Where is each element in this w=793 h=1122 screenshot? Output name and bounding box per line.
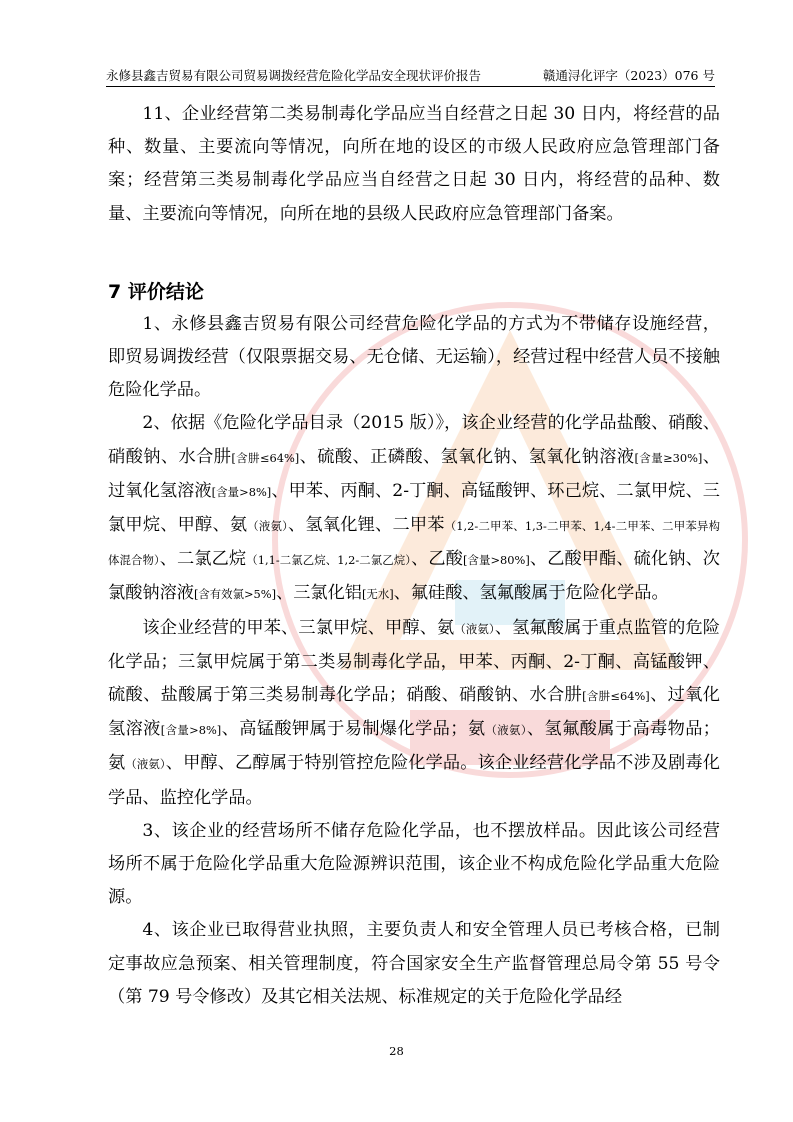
text-run: 、氟硅酸、氢氟酸属于危险化学品。	[393, 583, 669, 604]
text-run: 、过氧化氢溶液	[108, 446, 720, 501]
section-heading-evaluation-conclusion: 7 评价结论	[108, 280, 204, 303]
conclusion-paragraph-2	[108, 407, 720, 611]
text-run: 、氢氧化锂、二甲苯	[288, 515, 445, 536]
header-report-title: 永修县鑫吉贸易有限公司贸易调拨经营危险化学品安全现状评价报告	[106, 68, 482, 83]
annotation-run: [含有效氯>5%]	[193, 587, 277, 602]
page-header	[106, 66, 715, 84]
annotation-run: [含肼≤64%]	[582, 689, 650, 704]
text-run: 、二氯乙烷	[159, 549, 247, 570]
text-run: 、氢氟酸属于重点监管的危险化学品；三氯甲烷属于第二类易制毒化学品，甲苯、丙酮、2-丁酮、高锰酸钾、硫酸、盐酸属于第三类易制毒化学品；硝酸、硝酸钠、水合肼	[108, 617, 720, 706]
annotation-run: [含量>80%]	[462, 553, 530, 568]
document-body	[108, 98, 720, 1014]
text-run: 、高锰酸钾属于易制爆化学品；氨	[221, 719, 486, 740]
header-rule	[106, 86, 715, 87]
text-run: 、过氧化氢溶液	[108, 685, 720, 740]
annotation-run: （1,2-二甲苯、1,3-二甲苯、1,4-二甲苯、二甲苯异构体混合物）	[108, 519, 720, 568]
conclusion-paragraph-4: 4、该企业已取得营业执照，主要负责人和安全管理人员已考核合格，已制定事故应急预案、相关管理制度，符合国家安全生产监督管理总局令第 55 号令（第 79 号令修改）及其它相关法规、标准规定的关于危险化学品经	[108, 920, 720, 1007]
annotation-run: （1,1-二氯乙烷、1,2-二氯乙烷）	[246, 553, 412, 568]
text-run: 、硫酸、正磷酸、氢氧化钠、氢氧化钠溶液	[299, 446, 635, 467]
conclusion-paragraph-3: 3、该企业的经营场所不储存危险化学品，也不摆放样品。因此该公司经营场所不属于危险化学品重大危险源辨识范围，该企业不构成危险化学品重大危险源。	[108, 820, 720, 908]
annotation-run: [含量>8%]	[211, 484, 272, 499]
conclusion-paragraph-2-continued	[108, 612, 720, 815]
annotation-run: [无水]	[361, 587, 394, 602]
annotation-run: [含量≥30%]	[634, 450, 703, 465]
annotation-run: （液氨）	[125, 757, 166, 772]
text-run: 、甲苯、丙酮、2-丁酮、高锰酸钾、环己烷、二氯甲烷、三氯甲烷、甲醇、氨	[108, 480, 720, 536]
text-run: 、氢氟酸属于高毒物品；氨	[108, 719, 720, 774]
text-run: 2、依据《危险化学品目录（2015 版）》，该企业经营的化学品盐酸、硝酸、硝酸钠、水合肼	[108, 413, 720, 467]
text-run: 、乙酸甲酯、硫化钠、次氯酸钠溶液	[108, 549, 720, 604]
conclusion-paragraph-1: 1、永修县鑫吉贸易有限公司经营危险化学品的方式为不带储存设施经营，即贸易调拨经营（仅限票据交易、无仓储、无运输），经营过程中经营人员不接触危险化学品。	[108, 313, 720, 401]
page-number: 28	[389, 1044, 404, 1058]
annotation-run: [含肼≤64%]	[231, 450, 300, 465]
annotation-run: [含量>8%]	[160, 723, 222, 738]
annotation-run: （液氨）	[247, 519, 289, 534]
text-run: 、三氯化铝	[276, 583, 362, 604]
annotation-run: （液氨）	[454, 621, 495, 636]
annotation-run: （液氨）	[485, 723, 527, 738]
text-run: 该企业经营的甲苯、三氯甲烷、甲醇、氨	[142, 617, 455, 638]
header-report-number: 赣通浔化评字（2023）076 号	[542, 68, 715, 83]
paragraph-item-11: 11、企业经营第二类易制毒化学品应当自经营之日起 30 日内，将经营的品种、数量、主要流向等情况，向所在地的设区的市级人民政府应急管理部门备案；经营第三类易制毒化学品应当自经营之日起 30 日内，将经营的品种、数量、主要流向等情况，向所在地的县级人民政府应急管理部门备案。	[108, 104, 720, 224]
text-run: 、乙酸	[411, 549, 463, 570]
text-run: 、甲醇、乙醇属于特别管控危险化学品。该企业经营化学品不涉及剧毒化学品、监控化学品。	[108, 753, 720, 808]
